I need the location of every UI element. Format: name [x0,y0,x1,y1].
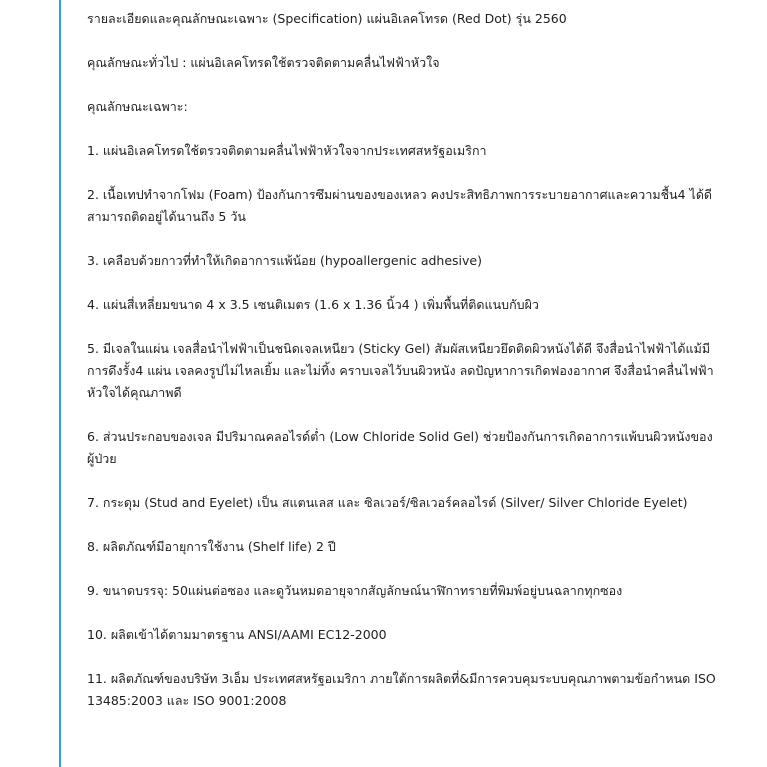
spec-item-3: 3. เคลือบด้วยกาวที่ทำให้เกิดอาการแพ้น้อย (hypoallergenic adhesive) [87,253,482,268]
spec-item-8: 8. ผลิตภัณฑ์มีอายุการใช้งาน (Shelf life) 2 ปี [87,539,336,554]
specification-content [87,8,717,734]
spec-item-1: 1. แผ่นอิเลคโทรดใช้ตรวจติดตามคลื่นไฟฟ้าหัวใจจากประเทศสหรัฐอเมริกา [87,143,487,158]
document-title: รายละเอียดและคุณลักษณะเฉพาะ (Specification) แผ่นอิเลคโทรด (Red Dot) รุ่น 2560 [87,11,567,26]
general-characteristics: คุณลักษณะทั่วไป : แผ่นอิเลคโทรดใช้ตรวจติดตามคลื่นไฟฟ้าหัวใจ [87,55,440,70]
spec-item-9: 9. ขนาดบรรจุ: 50แผ่นต่อซอง และดูวันหมดอายุจากสัญลักษณ์นาฬิกาทรายที่พิมพ์อยู่บนฉลากทุกซอง [87,583,623,598]
spec-item-5: 5. มีเจลในแผ่น เจลสื่อนำไฟฟ้าเป็นชนิดเจลเหนียว (Sticky Gel) สัมผัสเหนียวยึดติดผิวหนังได้ดี จึงสื่อนำไฟฟ้าได้แม้มีการดึงรั้ง4 แผ่น เจลคงรูปไม่ไหลเยิ้ม และไม่ทิ้ง คราบเจลไว้บนผิวหนัง ลดปัญหาการเกิดฟองอากาศ จึงสื่อนำคลื่นไฟฟ้าหัวใจได้คุณภาพดี [87,341,714,400]
spec-item-2: 2. เนื้อเทปทำจากโฟม (Foam) ป้องกันการซึมผ่านของของเหลว คงประสิทธิภาพการระบายอากาศและความชื้น4 ได้ดี สามารถติดอยู่ได้นานถึง 5 วัน [87,187,713,224]
spec-item-7: 7. กระดุม (Stud and Eyelet) เป็น สแตนเลส และ ซิลเวอร์/ซิลเวอร์คลอไรด์ (Silver/ Silver Chloride Eyelet) [87,495,688,510]
spec-item-10: 10. ผลิตเข้าได้ตามมาตรฐาน ANSI/AAMI EC12-2000 [87,627,387,642]
spec-item-6: 6. ส่วนประกอบของเจล มีปริมาณคลอไรด์ต่ำ (Low Chloride Solid Gel) ช่วยป้องกันการเกิดอาการแพ้บนผิวหนังของผู้ป่วย [87,429,713,466]
left-border-rule [59,0,61,767]
spec-item-11: 11. ผลิตภัณฑ์ของบริษัท 3เอ็ม ประเทศสหรัฐอเมริกา ภายใต้การผลิตที่&มีการควบคุมระบบคุณภาพตามข้อกำหนด ISO 13485:2003 และ ISO 9001:2008 [87,671,716,708]
spec-item-4: 4. แผ่นสี่เหลี่ยมขนาด 4 x 3.5 เซนติเมตร (1.6 x 1.36 นิ้ว4 ) เพิ่มพื้นที่ติดแนบกับผิว [87,297,539,312]
specific-characteristics-heading: คุณลักษณะเฉพาะ: [87,99,188,114]
